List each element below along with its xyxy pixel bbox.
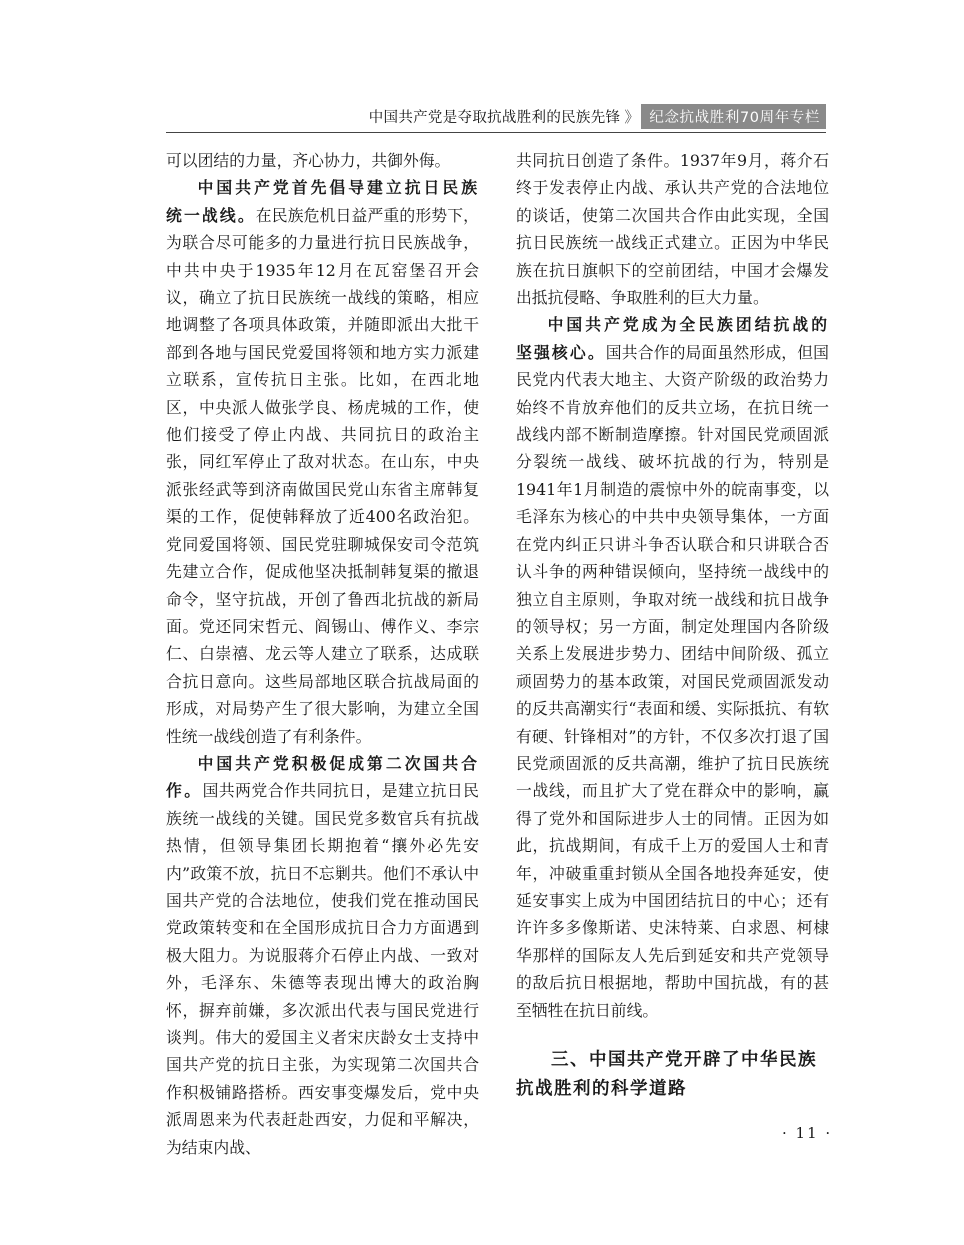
paragraph: 共同抗日创造了条件。1937年9月，蒋介石终于发表停止内战、承认共产党的合法地位的谈话，使第二次国共合作由此实现，全国抗日民族统一战线正式建立。正因为中华民族在抗日旗帜下的空前团结，中国才会爆发出抵抗侵略、争取胜利的巨大力量。 [516,151,829,308]
paragraph-lead: 中国共产党成为全民族团结抗战的坚强核心。 [516,315,829,362]
header-rule [166,132,826,133]
chevron-right-icon: 》 [624,107,640,126]
paragraph-body: 国共合作的局面虽然形成，但国民党内代表大地主、大资产阶级的政治势力始终不肯放弃他们的反共立场，在抗日统一战线内部不断制造摩擦。针对国民党顽固派分裂统一战线、破坏抗战的行为，特别是1941年1月制造的震惊中外的皖南事变，以毛泽东为核心的中共中央领导集体，一方面在党内纠正只讲斗争否认联合和只讲联合否认斗争的两种错误倾向，坚持统一战线中的独立自主原则，争取对统一战线和抗日战争的领导权；另一方面，制定处理国内各阶级关系上发展进步势力、团结中间阶级、孤立顽固势力的基本政策，对国民党顽固派发动的反共高潮实行“表面和缓、实际抵抗、有软有硬、针锋相对”的方针，不仅多次打退了国民党顽固派的反共高潮，维护了抗日民族统一战线，而且扩大了党在群众中的影响，赢得了党外和国际进步人士的同情。正因为如此，抗战期间，有成千上万的爱国人士和青年，冲破重重封锁从全国各地投奔延安，使延安事实上成为中国团结抗日的中心；还有许许多多像斯诺、史沫特莱、白求恩、柯棣华那样的国际友人先后到延安和共产党领导的敌后抗日根据地，帮助中国抗战，有的甚至牺牲在抗日前线。 [516,342,829,1020]
paragraph [166,174,479,750]
section-heading: 三、中国共产党开辟了中华民族抗战胜利的科学道路 [516,1050,817,1099]
page-number: · 11 · [782,1124,833,1142]
paragraph [516,311,829,1024]
paragraph: 可以团结的力量，齐心协力，共御外侮。 [166,151,451,170]
paragraph [166,750,479,1161]
paragraph-body: 国共两党合作共同抗日，是建立抗日民族统一战线的关键。国民党多数官兵有抗战热情，但领导集团长期抱着“攘外必先安内”政策不放，抗日不忘剿共。他们不承认中国共产党的合法地位，使我们党在推动国民党政策转变和在全国形成抗日合力方面遇到极大阻力。为说服蒋介石停止内战、一致对外，毛泽东、朱德等表现出博大的政治胸怀，摒弃前嫌，多次派出代表与国民党进行谈判。伟大的爱国主义者宋庆龄女士支持中国共产党的抗日主张，为实现第二次国共合作积极铺路搭桥。西安事变爆发后，党中央派周恩来为代表赶赴西安，力促和平解决，为结束内战、 [166,781,479,1157]
column-tag: 纪念抗战胜利70周年专栏 [641,104,826,129]
running-header [166,103,826,129]
right-column [516,147,829,1104]
paragraph-body: 在民族危机日益严重的形势下，为联合尽可能多的力量进行抗日民族战争，中共中央于1935年12月在瓦窑堡召开会议，确立了抗日民族统一战线的策略，相应地调整了各项具体政策，并随即派出大批干部到各地与国民党爱国将领和地方实力派建立联系，宣传抗日主张。比如，在西北地区，中央派人做张学良、杨虎城的工作，使他们接受了停止内战、共同抗日的政治主张，同红军停止了敌对状态。在山东，中央派张经武等到济南做国民党山东省主席韩复渠的工作，促使韩释放了近400名政治犯。党同爱国将领、国民党驻聊城保安司令范筑先建立合作，促成他坚决抵制韩复渠的撤退命令，坚守抗战，开创了鲁西北抗战的新局面。党还同宋哲元、阎锡山、傅作义、李宗仁、白崇禧、龙云等人建立了联系，达成联合抗日意向。这些局部地区联合抗战局面的形成，对局势产生了很大影响，为建立全国性统一战线创造了有利条件。 [166,205,479,746]
paragraph-lead: 中国共产党首先倡导建立抗日民族统一战线。 [166,178,479,225]
left-column [166,147,479,1161]
paragraph-lead: 中国共产党积极促成第二次国共合作。 [166,753,479,801]
running-title: 中国共产党是夺取抗战胜利的民族先锋 [368,109,621,126]
